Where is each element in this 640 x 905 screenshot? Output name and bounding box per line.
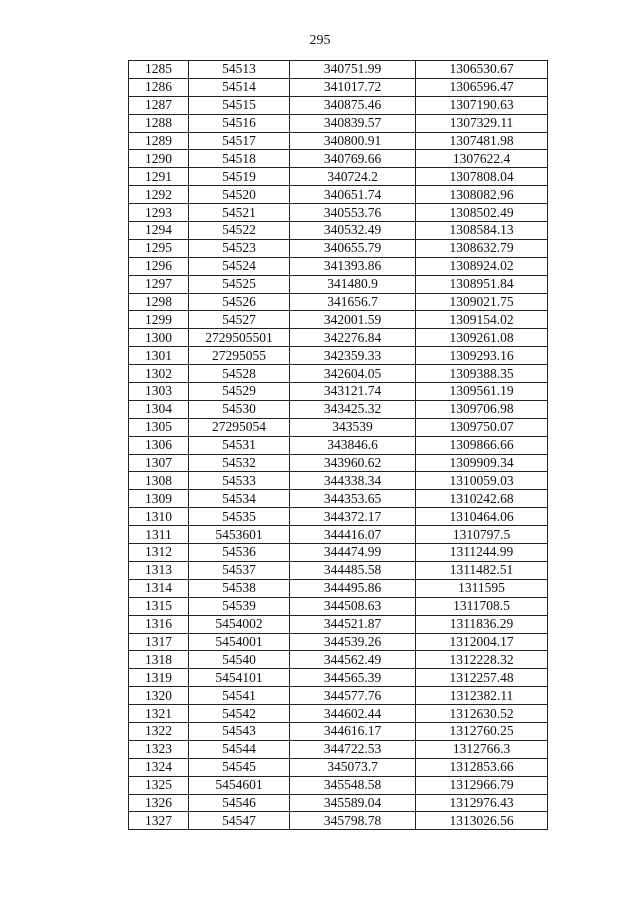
table-row <box>129 96 548 114</box>
y-coordinate-cell: 1312257.48 <box>416 669 548 687</box>
y-coordinate-cell: 1312004.17 <box>416 633 548 651</box>
table-row <box>129 114 548 132</box>
row-number-cell: 1320 <box>129 687 189 705</box>
x-coordinate-cell: 344521.87 <box>290 615 416 633</box>
table-row <box>129 687 548 705</box>
x-coordinate-cell: 341393.86 <box>290 257 416 275</box>
x-coordinate-cell: 344495.86 <box>290 579 416 597</box>
row-number-cell: 1316 <box>129 615 189 633</box>
row-number-cell: 1288 <box>129 114 189 132</box>
point-id-cell: 54543 <box>189 722 290 740</box>
point-id-cell: 54516 <box>189 114 290 132</box>
table-row <box>129 400 548 418</box>
table-row <box>129 740 548 758</box>
x-coordinate-cell: 344416.07 <box>290 526 416 544</box>
x-coordinate-cell: 344353.65 <box>290 490 416 508</box>
table-row <box>129 329 548 347</box>
coordinates-table <box>128 60 548 830</box>
row-number-cell: 1291 <box>129 168 189 186</box>
y-coordinate-cell: 1312382.11 <box>416 687 548 705</box>
point-id-cell: 5454601 <box>189 776 290 794</box>
x-coordinate-cell: 344508.63 <box>290 597 416 615</box>
table-row <box>129 132 548 150</box>
table-row <box>129 544 548 562</box>
point-id-cell: 54534 <box>189 490 290 508</box>
point-id-cell: 54529 <box>189 383 290 401</box>
point-id-cell: 27295054 <box>189 418 290 436</box>
table-row <box>129 293 548 311</box>
row-number-cell: 1308 <box>129 472 189 490</box>
y-coordinate-cell: 1310059.03 <box>416 472 548 490</box>
y-coordinate-cell: 1309866.66 <box>416 436 548 454</box>
row-number-cell: 1289 <box>129 132 189 150</box>
table-row <box>129 812 548 830</box>
point-id-cell: 54539 <box>189 597 290 615</box>
point-id-cell: 54536 <box>189 544 290 562</box>
table-row <box>129 275 548 293</box>
y-coordinate-cell: 1311244.99 <box>416 544 548 562</box>
point-id-cell: 54522 <box>189 222 290 240</box>
row-number-cell: 1314 <box>129 579 189 597</box>
point-id-cell: 54538 <box>189 579 290 597</box>
row-number-cell: 1319 <box>129 669 189 687</box>
point-id-cell: 54537 <box>189 561 290 579</box>
point-id-cell: 54517 <box>189 132 290 150</box>
table-body <box>129 61 548 830</box>
table-row <box>129 794 548 812</box>
x-coordinate-cell: 342001.59 <box>290 311 416 329</box>
y-coordinate-cell: 1309388.35 <box>416 365 548 383</box>
y-coordinate-cell: 1307329.11 <box>416 114 548 132</box>
table-row <box>129 758 548 776</box>
row-number-cell: 1322 <box>129 722 189 740</box>
table-row <box>129 651 548 669</box>
y-coordinate-cell: 1310797.5 <box>416 526 548 544</box>
row-number-cell: 1299 <box>129 311 189 329</box>
point-id-cell: 54526 <box>189 293 290 311</box>
point-id-cell: 5454001 <box>189 633 290 651</box>
y-coordinate-cell: 1309561.19 <box>416 383 548 401</box>
table-row <box>129 239 548 257</box>
x-coordinate-cell: 344539.26 <box>290 633 416 651</box>
x-coordinate-cell: 340724.2 <box>290 168 416 186</box>
table-row <box>129 204 548 222</box>
y-coordinate-cell: 1311595 <box>416 579 548 597</box>
row-number-cell: 1324 <box>129 758 189 776</box>
point-id-cell: 54545 <box>189 758 290 776</box>
x-coordinate-cell: 344485.58 <box>290 561 416 579</box>
row-number-cell: 1311 <box>129 526 189 544</box>
x-coordinate-cell: 345548.58 <box>290 776 416 794</box>
table-row <box>129 186 548 204</box>
y-coordinate-cell: 1311482.51 <box>416 561 548 579</box>
table-row <box>129 597 548 615</box>
point-id-cell: 54544 <box>189 740 290 758</box>
x-coordinate-cell: 340655.79 <box>290 239 416 257</box>
y-coordinate-cell: 1309154.02 <box>416 311 548 329</box>
row-number-cell: 1300 <box>129 329 189 347</box>
row-number-cell: 1315 <box>129 597 189 615</box>
row-number-cell: 1321 <box>129 705 189 723</box>
x-coordinate-cell: 340751.99 <box>290 61 416 79</box>
point-id-cell: 54527 <box>189 311 290 329</box>
point-id-cell: 54541 <box>189 687 290 705</box>
y-coordinate-cell: 1308082.96 <box>416 186 548 204</box>
y-coordinate-cell: 1307481.98 <box>416 132 548 150</box>
row-number-cell: 1326 <box>129 794 189 812</box>
row-number-cell: 1296 <box>129 257 189 275</box>
x-coordinate-cell: 344616.17 <box>290 722 416 740</box>
table-row <box>129 472 548 490</box>
point-id-cell: 2729505501 <box>189 329 290 347</box>
point-id-cell: 54528 <box>189 365 290 383</box>
y-coordinate-cell: 1309293.16 <box>416 347 548 365</box>
row-number-cell: 1298 <box>129 293 189 311</box>
row-number-cell: 1295 <box>129 239 189 257</box>
y-coordinate-cell: 1311836.29 <box>416 615 548 633</box>
point-id-cell: 54513 <box>189 61 290 79</box>
point-id-cell: 54532 <box>189 454 290 472</box>
x-coordinate-cell: 340800.91 <box>290 132 416 150</box>
row-number-cell: 1287 <box>129 96 189 114</box>
y-coordinate-cell: 1312966.79 <box>416 776 548 794</box>
table-row <box>129 61 548 79</box>
x-coordinate-cell: 341656.7 <box>290 293 416 311</box>
table-row <box>129 311 548 329</box>
table-row <box>129 150 548 168</box>
table-row <box>129 490 548 508</box>
row-number-cell: 1294 <box>129 222 189 240</box>
x-coordinate-cell: 344562.49 <box>290 651 416 669</box>
point-id-cell: 54521 <box>189 204 290 222</box>
table-row <box>129 508 548 526</box>
x-coordinate-cell: 344565.39 <box>290 669 416 687</box>
x-coordinate-cell: 345073.7 <box>290 758 416 776</box>
table-row <box>129 615 548 633</box>
row-number-cell: 1302 <box>129 365 189 383</box>
y-coordinate-cell: 1308584.13 <box>416 222 548 240</box>
y-coordinate-cell: 1312766.3 <box>416 740 548 758</box>
point-id-cell: 54524 <box>189 257 290 275</box>
x-coordinate-cell: 344577.76 <box>290 687 416 705</box>
x-coordinate-cell: 340532.49 <box>290 222 416 240</box>
row-number-cell: 1293 <box>129 204 189 222</box>
point-id-cell: 5453601 <box>189 526 290 544</box>
point-id-cell: 54531 <box>189 436 290 454</box>
table-row <box>129 78 548 96</box>
row-number-cell: 1309 <box>129 490 189 508</box>
point-id-cell: 54515 <box>189 96 290 114</box>
y-coordinate-cell: 1308951.84 <box>416 275 548 293</box>
x-coordinate-cell: 341017.72 <box>290 78 416 96</box>
y-coordinate-cell: 1309021.75 <box>416 293 548 311</box>
y-coordinate-cell: 1308632.79 <box>416 239 548 257</box>
row-number-cell: 1307 <box>129 454 189 472</box>
point-id-cell: 54542 <box>189 705 290 723</box>
x-coordinate-cell: 341480.9 <box>290 275 416 293</box>
table-row <box>129 579 548 597</box>
x-coordinate-cell: 340839.57 <box>290 114 416 132</box>
y-coordinate-cell: 1309909.34 <box>416 454 548 472</box>
row-number-cell: 1310 <box>129 508 189 526</box>
row-number-cell: 1325 <box>129 776 189 794</box>
table-row <box>129 365 548 383</box>
y-coordinate-cell: 1311708.5 <box>416 597 548 615</box>
x-coordinate-cell: 342604.05 <box>290 365 416 383</box>
x-coordinate-cell: 343121.74 <box>290 383 416 401</box>
point-id-cell: 54535 <box>189 508 290 526</box>
y-coordinate-cell: 1312853.66 <box>416 758 548 776</box>
x-coordinate-cell: 340553.76 <box>290 204 416 222</box>
row-number-cell: 1305 <box>129 418 189 436</box>
table-row <box>129 454 548 472</box>
row-number-cell: 1285 <box>129 61 189 79</box>
table-row <box>129 722 548 740</box>
point-id-cell: 54547 <box>189 812 290 830</box>
point-id-cell: 5454002 <box>189 615 290 633</box>
table-row <box>129 168 548 186</box>
y-coordinate-cell: 1312976.43 <box>416 794 548 812</box>
x-coordinate-cell: 343425.32 <box>290 400 416 418</box>
row-number-cell: 1297 <box>129 275 189 293</box>
x-coordinate-cell: 342359.33 <box>290 347 416 365</box>
point-id-cell: 5454101 <box>189 669 290 687</box>
row-number-cell: 1323 <box>129 740 189 758</box>
row-number-cell: 1306 <box>129 436 189 454</box>
x-coordinate-cell: 340875.46 <box>290 96 416 114</box>
x-coordinate-cell: 344474.99 <box>290 544 416 562</box>
point-id-cell: 54525 <box>189 275 290 293</box>
page-number: 295 <box>309 33 331 48</box>
x-coordinate-cell: 344372.17 <box>290 508 416 526</box>
row-number-cell: 1290 <box>129 150 189 168</box>
y-coordinate-cell: 1308502.49 <box>416 204 548 222</box>
y-coordinate-cell: 1310464.06 <box>416 508 548 526</box>
y-coordinate-cell: 1307622.4 <box>416 150 548 168</box>
x-coordinate-cell: 340769.66 <box>290 150 416 168</box>
table-row <box>129 222 548 240</box>
table-row <box>129 418 548 436</box>
y-coordinate-cell: 1308924.02 <box>416 257 548 275</box>
row-number-cell: 1301 <box>129 347 189 365</box>
y-coordinate-cell: 1306530.67 <box>416 61 548 79</box>
table-row <box>129 561 548 579</box>
x-coordinate-cell: 343539 <box>290 418 416 436</box>
row-number-cell: 1318 <box>129 651 189 669</box>
x-coordinate-cell: 345589.04 <box>290 794 416 812</box>
row-number-cell: 1304 <box>129 400 189 418</box>
y-coordinate-cell: 1312760.25 <box>416 722 548 740</box>
y-coordinate-cell: 1312630.52 <box>416 705 548 723</box>
x-coordinate-cell: 340651.74 <box>290 186 416 204</box>
y-coordinate-cell: 1309706.98 <box>416 400 548 418</box>
point-id-cell: 54523 <box>189 239 290 257</box>
table-row <box>129 526 548 544</box>
y-coordinate-cell: 1313026.56 <box>416 812 548 830</box>
x-coordinate-cell: 344602.44 <box>290 705 416 723</box>
row-number-cell: 1312 <box>129 544 189 562</box>
point-id-cell: 27295055 <box>189 347 290 365</box>
table-row <box>129 347 548 365</box>
x-coordinate-cell: 342276.84 <box>290 329 416 347</box>
y-coordinate-cell: 1309750.07 <box>416 418 548 436</box>
point-id-cell: 54520 <box>189 186 290 204</box>
table-row <box>129 705 548 723</box>
point-id-cell: 54540 <box>189 651 290 669</box>
table-row <box>129 633 548 651</box>
row-number-cell: 1317 <box>129 633 189 651</box>
table-row <box>129 436 548 454</box>
row-number-cell: 1327 <box>129 812 189 830</box>
point-id-cell: 54530 <box>189 400 290 418</box>
point-id-cell: 54514 <box>189 78 290 96</box>
y-coordinate-cell: 1306596.47 <box>416 78 548 96</box>
row-number-cell: 1313 <box>129 561 189 579</box>
row-number-cell: 1286 <box>129 78 189 96</box>
y-coordinate-cell: 1310242.68 <box>416 490 548 508</box>
x-coordinate-cell: 343846.6 <box>290 436 416 454</box>
point-id-cell: 54519 <box>189 168 290 186</box>
y-coordinate-cell: 1307808.04 <box>416 168 548 186</box>
point-id-cell: 54546 <box>189 794 290 812</box>
y-coordinate-cell: 1312228.32 <box>416 651 548 669</box>
table-row <box>129 669 548 687</box>
point-id-cell: 54518 <box>189 150 290 168</box>
row-number-cell: 1292 <box>129 186 189 204</box>
x-coordinate-cell: 343960.62 <box>290 454 416 472</box>
y-coordinate-cell: 1307190.63 <box>416 96 548 114</box>
table-row <box>129 383 548 401</box>
table-row <box>129 257 548 275</box>
x-coordinate-cell: 345798.78 <box>290 812 416 830</box>
y-coordinate-cell: 1309261.08 <box>416 329 548 347</box>
row-number-cell: 1303 <box>129 383 189 401</box>
point-id-cell: 54533 <box>189 472 290 490</box>
x-coordinate-cell: 344722.53 <box>290 740 416 758</box>
table-row <box>129 776 548 794</box>
x-coordinate-cell: 344338.34 <box>290 472 416 490</box>
